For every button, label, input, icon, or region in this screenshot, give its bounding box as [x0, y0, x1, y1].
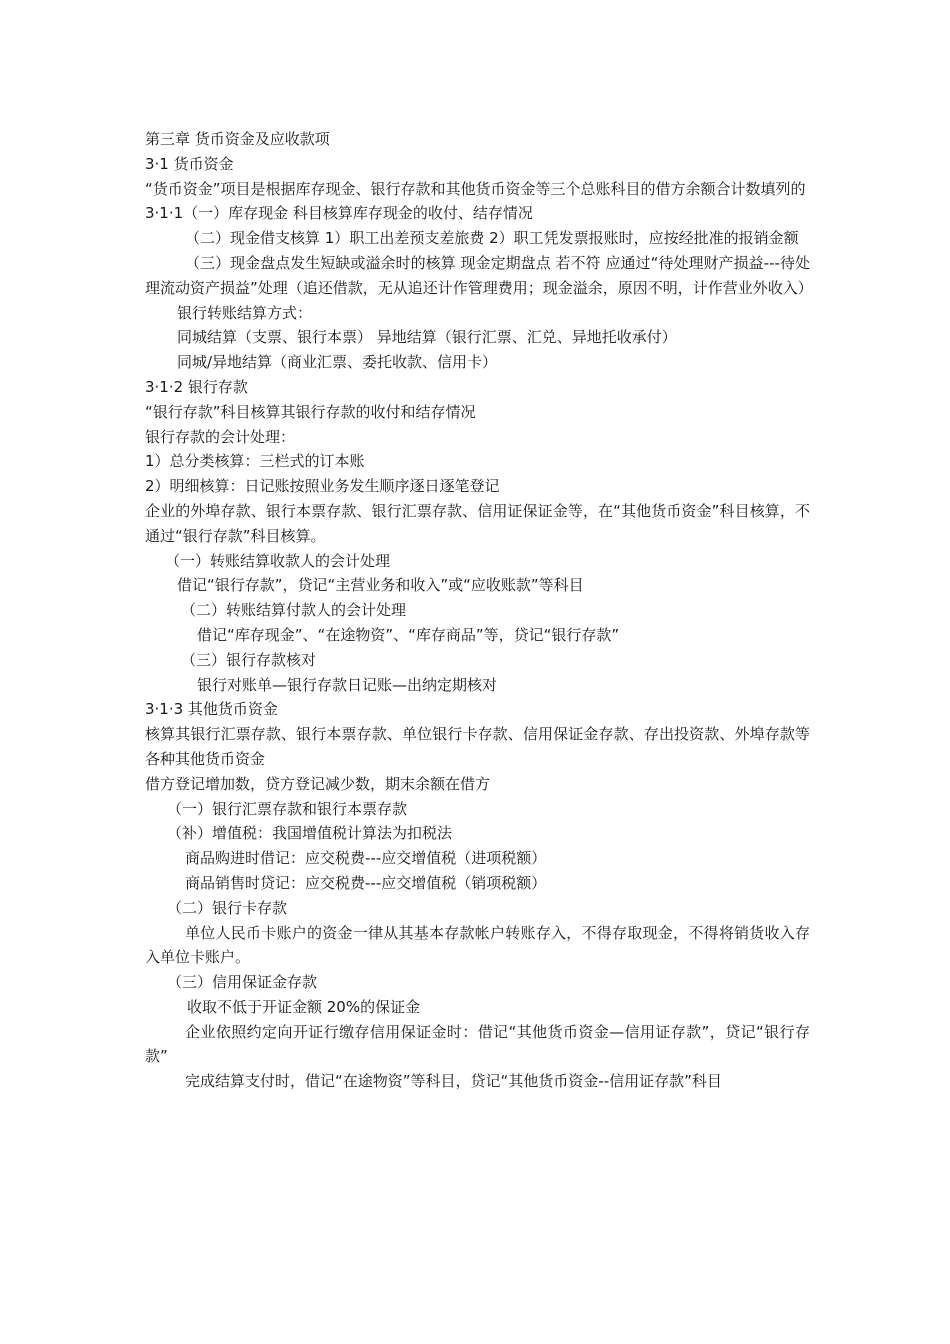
paragraph: 借方登记增加数，贷方登记减少数，期末余额在借方 — [145, 774, 491, 793]
paragraph: 企业的外埠存款、银行本票存款、银行汇票存款、信用证保证金等，在“其他货币资金”科目核算，不通过“银行存款”科目核算。 — [145, 501, 810, 545]
chapter-title: 第三章 货币资金及应收款项 — [145, 130, 330, 148]
paragraph: 借记“库存现金”、“在途物资”、“库存商品”等，贷记“银行存款” — [197, 625, 620, 644]
paragraph: （三）现金盘点发生短缺或溢余时的核算 现金定期盘点 若不符 应通过“待处理财产损益---待处理流动资产损益”处理（追还借款，无从追还计作管理费用；现金溢余，原因不明，计作营业外收入） — [145, 253, 813, 297]
subsection-heading: 3·1·2 银行存款 — [145, 377, 248, 396]
paragraph: 企业依照约定向开证行缴存信用保证金时：借记“其他货币资金—信用证存款”，贷记“银行存款” — [145, 1022, 810, 1066]
list-item: （一）银行汇票存款和银行本票存款 — [167, 799, 408, 818]
paragraph: 同城/异地结算（商业汇票、委托收款、信用卡） — [177, 353, 498, 372]
paragraph: “银行存款”科目核算其银行存款的收付和结存情况 — [145, 402, 476, 421]
paragraph: 核算其银行汇票存款、银行本票存款、单位银行卡存款、信用保证金存款、存出投资款、外埠存款等各种其他货币资金 — [145, 725, 810, 768]
paragraph: “货币资金”项目是根据库存现金、银行存款和其他货币资金等三个总账科目的借方余额合计数填列的 — [145, 179, 806, 198]
paragraph: 同城结算（支票、银行本票） 异地结算（银行汇票、汇兑、异地托收承付） — [177, 328, 677, 347]
paragraph: 银行存款的会计处理： — [145, 427, 296, 446]
paragraph: 完成结算支付时，借记“在途物资”等科目，贷记“其他货币资金--信用证存款”科目 — [185, 1072, 722, 1091]
subsection-heading: 3·1·1（一）库存现金 科目核算库存现金的收付、结存情况 — [145, 204, 533, 223]
section-heading: 3·1 货币资金 — [145, 154, 234, 173]
paragraph: 银行转账结算方式： — [177, 303, 313, 322]
document-page — [145, 127, 813, 1094]
list-item: （二）银行卡存款 — [167, 898, 288, 917]
list-item: （三）银行存款核对 — [181, 650, 317, 669]
list-item: （一）转账结算收款人的会计处理 — [165, 551, 391, 570]
list-item: 2）明细核算：日记账按照业务发生顺序逐日逐笔登记 — [145, 477, 500, 496]
list-item: （三）信用保证金存款 — [167, 973, 318, 992]
list-item: （补）增值税：我国增值税计算法为扣税法 — [167, 824, 453, 843]
list-item: （二）转账结算付款人的会计处理 — [181, 601, 407, 620]
paragraph: 商品购进时借记：应交税费---应交增值税（进项税额） — [185, 849, 547, 868]
paragraph: 单位人民币卡账户的资金一律从其基本存款帐户转账存入，不得存取现金，不得将销货收入存入单位卡账户。 — [145, 923, 810, 967]
paragraph: 收取不低于开证金额 20%的保证金 — [187, 997, 421, 1016]
paragraph: 银行对账单—银行存款日记账—出纳定期核对 — [197, 675, 498, 694]
list-item: 1）总分类核算：三栏式的订本账 — [145, 452, 365, 471]
paragraph: （二）现金借支核算 1）职工出差预支差旅费 2）职工凭发票报账时，应按经批准的报销金额 — [185, 229, 799, 248]
paragraph: 借记“银行存款”，贷记“主营业务和收入”或“应收账款”等科目 — [177, 576, 584, 595]
paragraph: 商品销售时贷记：应交税费---应交增值税（销项税额） — [185, 873, 547, 892]
subsection-heading: 3·1·3 其他货币资金 — [145, 700, 278, 719]
